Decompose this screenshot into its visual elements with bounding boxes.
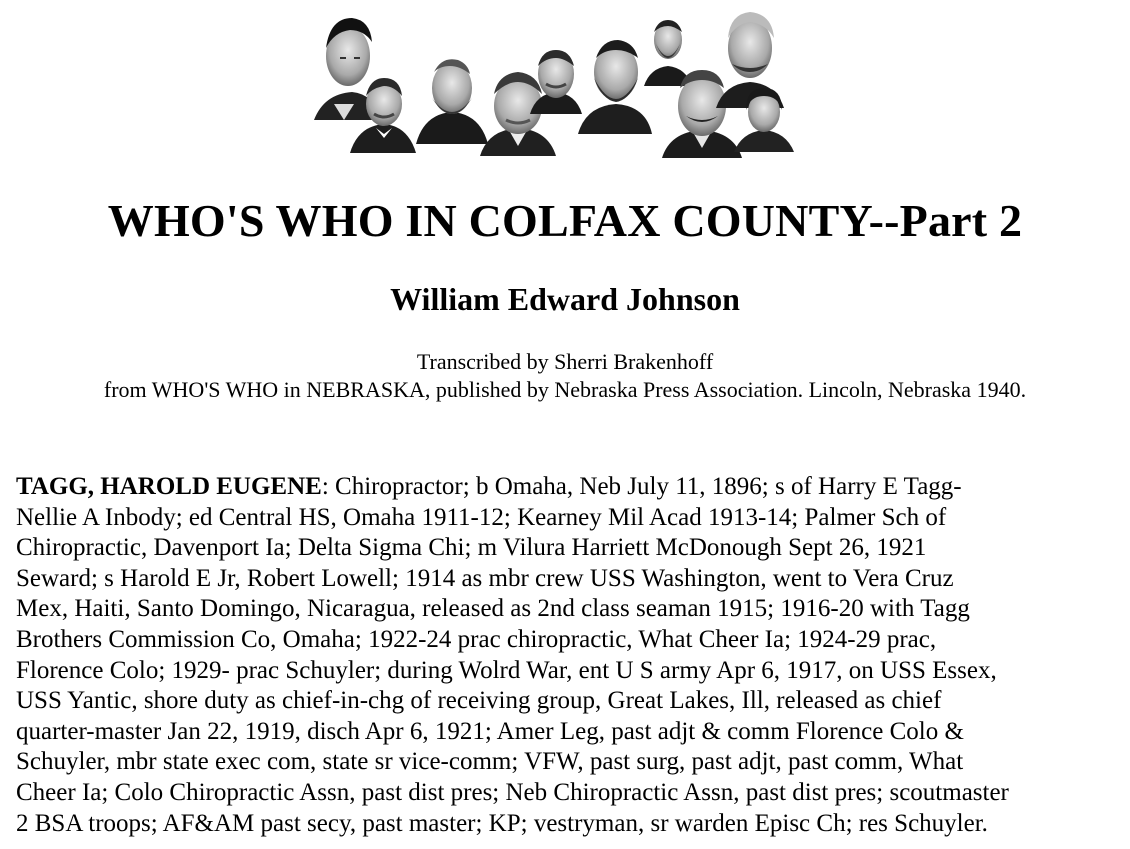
author-name: William Edward Johnson [390, 281, 740, 317]
biography-entry [16, 472, 1122, 839]
entry-line: Mex, Haiti, Santo Domingo, Nicaragua, released as 2nd class seaman 1915; 1916-20 with Tagg [16, 595, 970, 623]
entry-line: USS Yantic, shore duty as chief-in-chg of receiving group, Great Lakes, Ill, released as chief [16, 687, 942, 715]
entry-name: TAGG, HAROLD EUGENE [16, 473, 322, 500]
entry-line: Florence Colo; 1929- prac Schuyler; during Wolrd War, ent U S army Apr 6, 1917, on USS Essex, [16, 656, 997, 684]
portrait-collage-icon [312, 8, 798, 160]
entry-line: Nellie A Inbody; ed Central HS, Omaha 1911-12; Kearney Mil Acad 1913-14; Palmer Sch of [16, 503, 947, 531]
portrait-collage-banner [312, 8, 798, 160]
entry-text: : Chiropractor; b Omaha, Neb July 11, 1896; s of Harry E Tagg- [321, 473, 962, 500]
page-title: WHO'S WHO IN COLFAX COUNTY--Part 2 [107, 195, 1023, 246]
entry-line [16, 472, 1122, 503]
entry-line: 2 BSA troops; AF&AM past secy, past master; KP; vestryman, sr warden Episc Ch; res Schuyler. [16, 809, 988, 837]
entry-line: Seward; s Harold E Jr, Robert Lowell; 1914 as mbr crew USS Washington, went to Vera Cruz [16, 564, 954, 592]
entry-line: quarter-master Jan 22, 1919, disch Apr 6, 1921; Amer Leg, past adjt & comm Florence Colo & [16, 717, 964, 745]
entry-line: Schuyler, mbr state exec com, state sr vice-comm; VFW, past surg, past adjt, past comm, What [16, 748, 964, 776]
entry-line: Chiropractic, Davenport Ia; Delta Sigma Chi; m Vilura Harriett McDonough Sept 26, 1921 [16, 534, 927, 562]
transcriber-credit: Transcribed by Sherri Brakenhoff [416, 349, 714, 374]
portrait-5 [530, 50, 582, 114]
portrait-7 [644, 20, 692, 86]
entry-line: Cheer Ia; Colo Chiropractic Assn, past dist pres; Neb Chiropractic Assn, past dist pres; scoutmaster [16, 778, 1009, 806]
source-citation: from WHO'S WHO in NEBRASKA, published by Nebraska Press Association. Lincoln, Nebraska 1940. [103, 377, 1027, 402]
portrait-3 [416, 59, 488, 144]
portrait-6 [578, 40, 652, 134]
entry-line: Brothers Commission Co, Omaha; 1922-24 prac chiropractic, What Cheer Ia; 1924-29 prac, [16, 625, 937, 653]
